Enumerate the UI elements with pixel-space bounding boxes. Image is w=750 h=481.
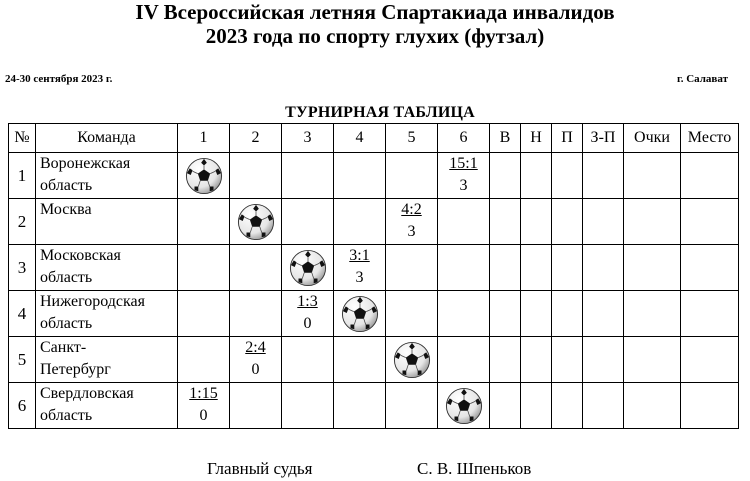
team-name-line: область	[40, 177, 93, 194]
match-score: 3:1	[349, 247, 370, 264]
match-points: 0	[303, 315, 312, 332]
stat-cell	[490, 245, 521, 291]
empty-cell	[438, 291, 490, 337]
table-row	[9, 337, 739, 383]
stat-cell	[490, 383, 521, 429]
column-header: Очки	[624, 124, 681, 153]
empty-cell	[438, 199, 490, 245]
stat-cell	[681, 383, 739, 429]
chief-judge-label: Главный судья	[207, 459, 313, 478]
stat-cell	[681, 291, 739, 337]
row-number: 2	[9, 199, 36, 245]
stat-cell	[624, 291, 681, 337]
empty-cell	[386, 153, 438, 199]
empty-cell	[178, 199, 230, 245]
table-header-row	[9, 124, 739, 153]
column-header: 5	[386, 124, 438, 153]
stat-cell	[583, 383, 624, 429]
column-header: 1	[178, 124, 230, 153]
empty-cell	[438, 245, 490, 291]
soccer-ball-icon	[438, 383, 489, 428]
row-number: 5	[9, 337, 36, 383]
match-points: 3	[407, 223, 416, 240]
empty-cell	[282, 383, 334, 429]
row-number: 4	[9, 291, 36, 337]
empty-cell	[386, 383, 438, 429]
empty-cell	[334, 337, 386, 383]
team-name-line: Воронежская	[40, 155, 131, 172]
empty-cell	[386, 291, 438, 337]
diagonal-cell	[178, 153, 230, 199]
team-name	[36, 153, 178, 199]
team-name-line: Москва	[40, 201, 92, 218]
match-points: 3	[459, 177, 468, 194]
soccer-ball-icon	[230, 199, 281, 244]
stat-cell	[490, 337, 521, 383]
match-result-cell	[386, 199, 438, 245]
stat-cell	[552, 245, 583, 291]
match-score: 15:1	[449, 155, 478, 172]
match-result-cell	[178, 383, 230, 429]
empty-cell	[282, 337, 334, 383]
stat-cell	[583, 291, 624, 337]
title-line-1: IV Всероссийская летняя Спартакиада инвалидов	[135, 0, 615, 24]
team-name	[36, 199, 178, 245]
chief-judge-name: С. В. Шпеньков	[417, 459, 532, 478]
diagonal-cell	[230, 199, 282, 245]
stat-cell	[681, 245, 739, 291]
stat-cell	[624, 245, 681, 291]
team-name	[36, 291, 178, 337]
row-number: 1	[9, 153, 36, 199]
stat-cell	[521, 291, 552, 337]
table-row	[9, 291, 739, 337]
stat-cell	[521, 153, 552, 199]
stat-cell	[552, 383, 583, 429]
match-score: 1:3	[297, 293, 318, 310]
match-score: 2:4	[245, 339, 266, 356]
column-header: 6	[438, 124, 490, 153]
empty-cell	[334, 153, 386, 199]
empty-cell	[334, 383, 386, 429]
empty-cell	[438, 337, 490, 383]
empty-cell	[178, 245, 230, 291]
team-name-line: область	[40, 269, 93, 286]
team-name-line: Нижегородская	[40, 293, 145, 310]
stat-cell	[552, 199, 583, 245]
table-row	[9, 199, 739, 245]
diagonal-cell	[282, 245, 334, 291]
stat-cell	[521, 383, 552, 429]
row-number: 6	[9, 383, 36, 429]
team-name-line: Петербург	[40, 361, 111, 378]
stat-cell	[624, 337, 681, 383]
column-header: 2	[230, 124, 282, 153]
team-name-line: область	[40, 315, 93, 332]
team-name	[36, 383, 178, 429]
empty-cell	[230, 245, 282, 291]
stat-cell	[521, 199, 552, 245]
match-score: 4:2	[401, 201, 422, 218]
soccer-ball-icon	[178, 153, 229, 198]
table-row	[9, 153, 739, 199]
empty-cell	[230, 153, 282, 199]
match-result-cell	[282, 291, 334, 337]
stat-cell	[521, 337, 552, 383]
team-name-line: Московская	[40, 247, 121, 264]
title-line-2: 2023 года по спорту глухих (футзал)	[205, 24, 545, 48]
stat-cell	[583, 245, 624, 291]
empty-cell	[282, 153, 334, 199]
stat-cell	[624, 383, 681, 429]
diagonal-cell	[386, 337, 438, 383]
stat-cell	[521, 245, 552, 291]
empty-cell	[178, 291, 230, 337]
column-header: Команда	[36, 124, 178, 153]
table-body	[9, 153, 739, 429]
empty-cell	[178, 337, 230, 383]
soccer-ball-icon	[282, 245, 333, 290]
stat-cell	[681, 199, 739, 245]
match-result-cell	[334, 245, 386, 291]
table-title: ТУРНИРНАЯ ТАБЛИЦА	[285, 104, 475, 121]
stat-cell	[552, 337, 583, 383]
stat-cell	[681, 153, 739, 199]
diagonal-cell	[438, 383, 490, 429]
soccer-ball-icon	[386, 337, 437, 382]
stat-cell	[624, 199, 681, 245]
stat-cell	[624, 153, 681, 199]
column-header: Место	[681, 124, 739, 153]
match-result-cell	[230, 337, 282, 383]
event-city: г. Салават	[676, 73, 728, 85]
team-name-line: Санкт-	[40, 339, 87, 356]
diagonal-cell	[334, 291, 386, 337]
soccer-ball-icon	[334, 291, 385, 336]
match-result-cell	[438, 153, 490, 199]
empty-cell	[282, 199, 334, 245]
column-header: 4	[334, 124, 386, 153]
stat-cell	[490, 153, 521, 199]
column-header: Н	[521, 124, 552, 153]
table-row	[9, 383, 739, 429]
empty-cell	[386, 245, 438, 291]
event-dates: 24-30 сентября 2023 г.	[5, 73, 113, 85]
match-points: 3	[355, 269, 364, 286]
empty-cell	[334, 199, 386, 245]
column-header: П	[552, 124, 583, 153]
stat-cell	[552, 153, 583, 199]
team-name	[36, 337, 178, 383]
stat-cell	[583, 199, 624, 245]
row-number: 3	[9, 245, 36, 291]
match-points: 0	[251, 361, 260, 378]
stat-cell	[490, 199, 521, 245]
empty-cell	[230, 383, 282, 429]
column-header: З-П	[583, 124, 624, 153]
stat-cell	[681, 337, 739, 383]
column-header: №	[9, 124, 36, 153]
team-name-line: Свердловская	[40, 385, 134, 402]
team-name-line: область	[40, 407, 93, 424]
document-title	[0, 0, 750, 48]
column-header: 3	[282, 124, 334, 153]
stat-cell	[490, 291, 521, 337]
stat-cell	[583, 153, 624, 199]
match-points: 0	[199, 407, 208, 424]
empty-cell	[230, 291, 282, 337]
stat-cell	[583, 337, 624, 383]
team-name	[36, 245, 178, 291]
column-header: В	[490, 124, 521, 153]
standings-table	[8, 123, 739, 429]
match-score: 1:15	[189, 385, 218, 402]
table-row	[9, 245, 739, 291]
stat-cell	[552, 291, 583, 337]
